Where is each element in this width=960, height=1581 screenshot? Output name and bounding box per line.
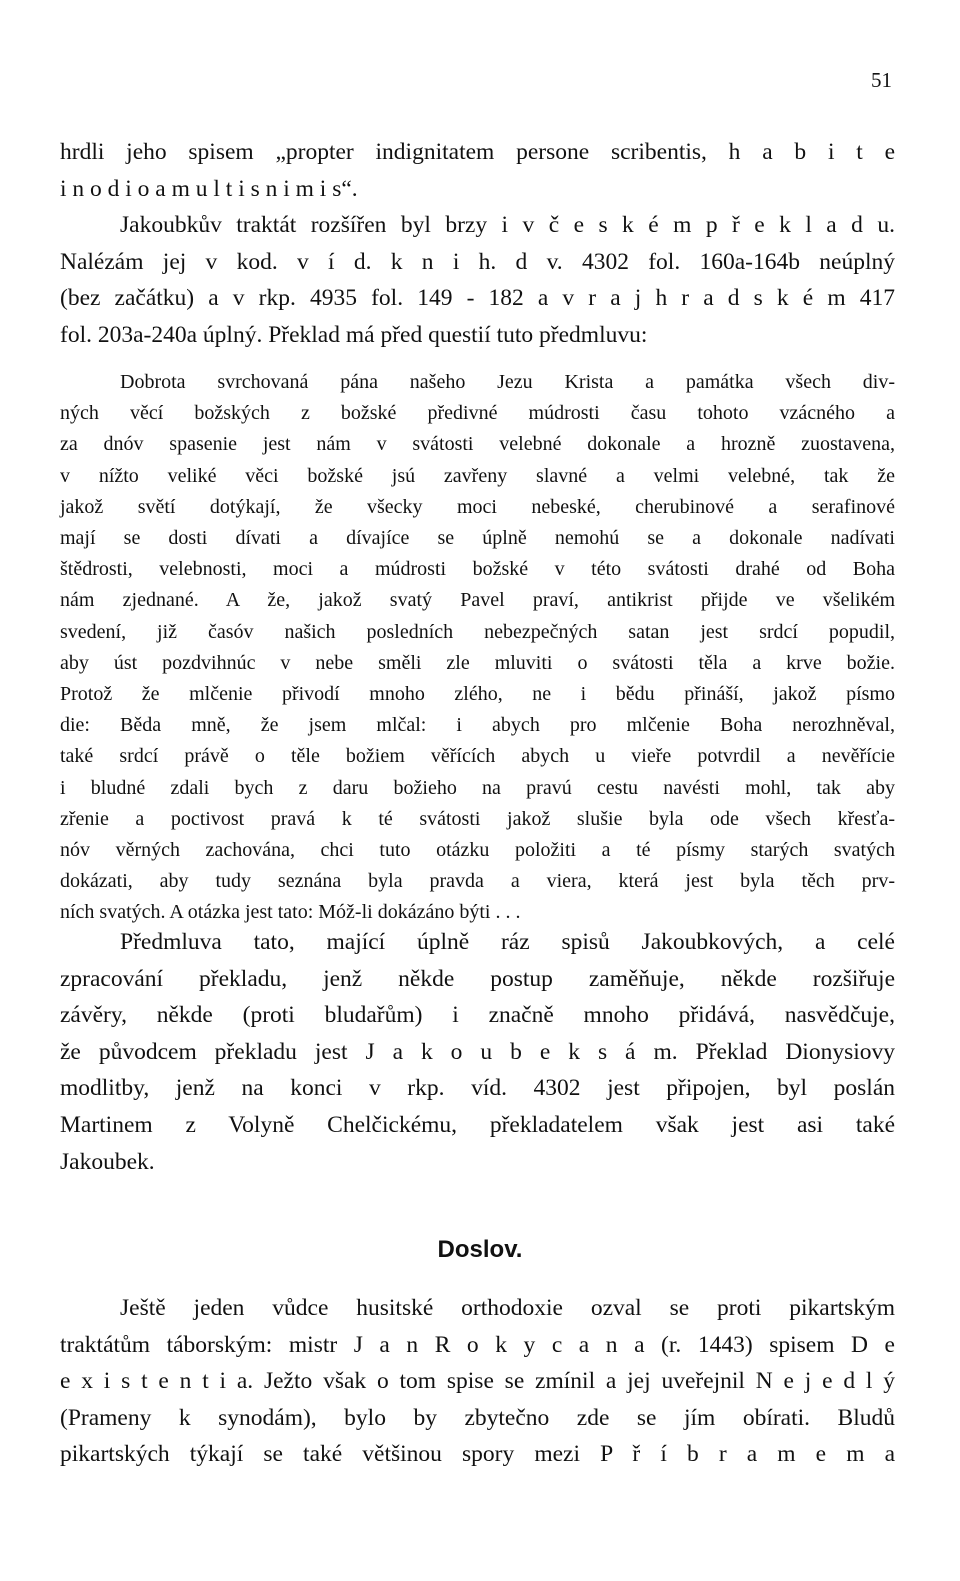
text-line: Nalézám jej v kod. v í d. k n i h. d v. 4302 fol. 160a-164b neúplný: [60, 248, 895, 275]
text-line: nám zjednané. A že, jakož svatý Pavel praví, antikrist přijde ve všelikém: [60, 589, 895, 612]
text-line: ných věcí božských z božské předivné múdrosti času tohoto vzácného a: [60, 402, 895, 425]
text-line: že původcem překladu jest J a k o u b e k s á m. Překlad Dionysiovy: [60, 1038, 895, 1065]
text-line: mají se dosti dívati a dívajíce se úplně nemohú se a dokonale nadívati: [60, 527, 895, 550]
text-line: Ještě jeden vůdce husitské orthodoxie ozval se proti pikartským: [120, 1295, 895, 1321]
text-line: hrdli jeho spisem „propter indignitatem persone scribentis, h a b i t e: [60, 139, 895, 165]
text-line: ních svatých. A otázka jest tato: Móž-li dokázáno býti . . .: [60, 901, 521, 924]
paragraph-epilogue: [60, 1290, 895, 1473]
text-line: (Prameny k synodám), bylo by zbytečno zde se jím obírati. Bludů: [60, 1404, 895, 1431]
text-line: dokázati, aby tudy seznána byla pravda a viera, která jest byla těch prv-: [60, 870, 895, 893]
text-line: Protož že mlčenie přivodí mnoho zlého, ne i bědu přináší, jakož písmo: [60, 683, 895, 706]
text-line: Jakoubek.: [60, 1148, 155, 1175]
paragraph-analysis: [60, 924, 895, 1180]
text-line: pikartských týkají se také většinou spory mezi P ř í b r a m e m a: [60, 1441, 895, 1468]
text-line: zpracování překladu, jenž někde postup zaměňuje, někde rozšiřuje: [60, 965, 895, 992]
text-line: také srdcí právě o těle božiem věřících abych u vieře potvrdil a nevěřície: [60, 745, 895, 768]
page-number: 51: [871, 68, 892, 92]
text-line: v nížto veliké věci božské jsú zavřeny slavné a velmi velebné, tak že: [60, 464, 895, 487]
quoted-preface: [60, 367, 895, 929]
text-line: nóv věrných zachována, chci tuto otázku položiti a té písmy starých svatých: [60, 839, 895, 862]
text-line: aby úst pozdvihnúc v nebe směli zle mluviti o svátosti těla a krve božie.: [60, 651, 895, 674]
text-line: e x i s t e n t i a. Ježto však o tom spise se zmínil a jej uveřejnil N e j e d l ý: [60, 1368, 895, 1395]
text-line: jakož světí dotýkají, že všecky moci nebeské, cherubinové a serafinové: [60, 495, 895, 518]
text-line: modlitby, jenž na konci v rkp. víd. 4302 jest připojen, byl poslán: [60, 1075, 895, 1102]
text-line: svedení, již časóv našich posledních nebezpečných satan jest srdcí popudil,: [60, 620, 895, 643]
text-line: i bludné zdali bych z daru božieho na pravú cestu navésti mohl, tak aby: [60, 776, 895, 799]
text-line: Martinem z Volyně Chelčickému, překladatelem však jest asi také: [60, 1111, 895, 1138]
text-line: traktátům táborským: mistr J a n R o k y c a n a (r. 1443) spisem D e: [60, 1331, 895, 1358]
section-heading: Doslov.: [437, 1236, 523, 1263]
text-line: Předmluva tato, mající úplně ráz spisů Jakoubkových, a celé: [120, 929, 895, 955]
text-line: za dnóv spasenie jest nám v svátosti velebné dokonale a hrozně zuostavena,: [60, 433, 895, 456]
paragraph-translation: [60, 207, 895, 353]
paragraph-intro: [60, 134, 895, 207]
text-line: Dobrota svrchovaná pána našeho Jezu Krista a památka všech div-: [120, 371, 895, 393]
text-line: štědrosti, velebnosti, moci a múdrosti božské v této svátosti drahé od Boha: [60, 558, 895, 581]
text-line: zřenie a poctivost pravá k té svátosti jakož slušie byla ode všech křesťa-: [60, 807, 895, 830]
text-line: i n o d i o a m u l t i s n i m i s“.: [60, 175, 358, 202]
text-line: fol. 203a-240a úplný. Překlad má před questií tuto předmluvu:: [60, 321, 648, 348]
text-line: Jakoubkův traktát rozšířen byl brzy i v č e s k é m p ř e k l a d u.: [120, 212, 895, 238]
text-line: závěry, někde (proti bludařům) i značně mnoho přidává, nasvědčuje,: [60, 1002, 895, 1029]
text-line: die: Běda mně, že jsem mlčal: i abych pro mlčenie Boha nerozhněval,: [60, 714, 895, 737]
text-line: (bez začátku) a v rkp. 4935 fol. 149 - 182 a v r a j h r a d s k é m 417: [60, 285, 895, 312]
